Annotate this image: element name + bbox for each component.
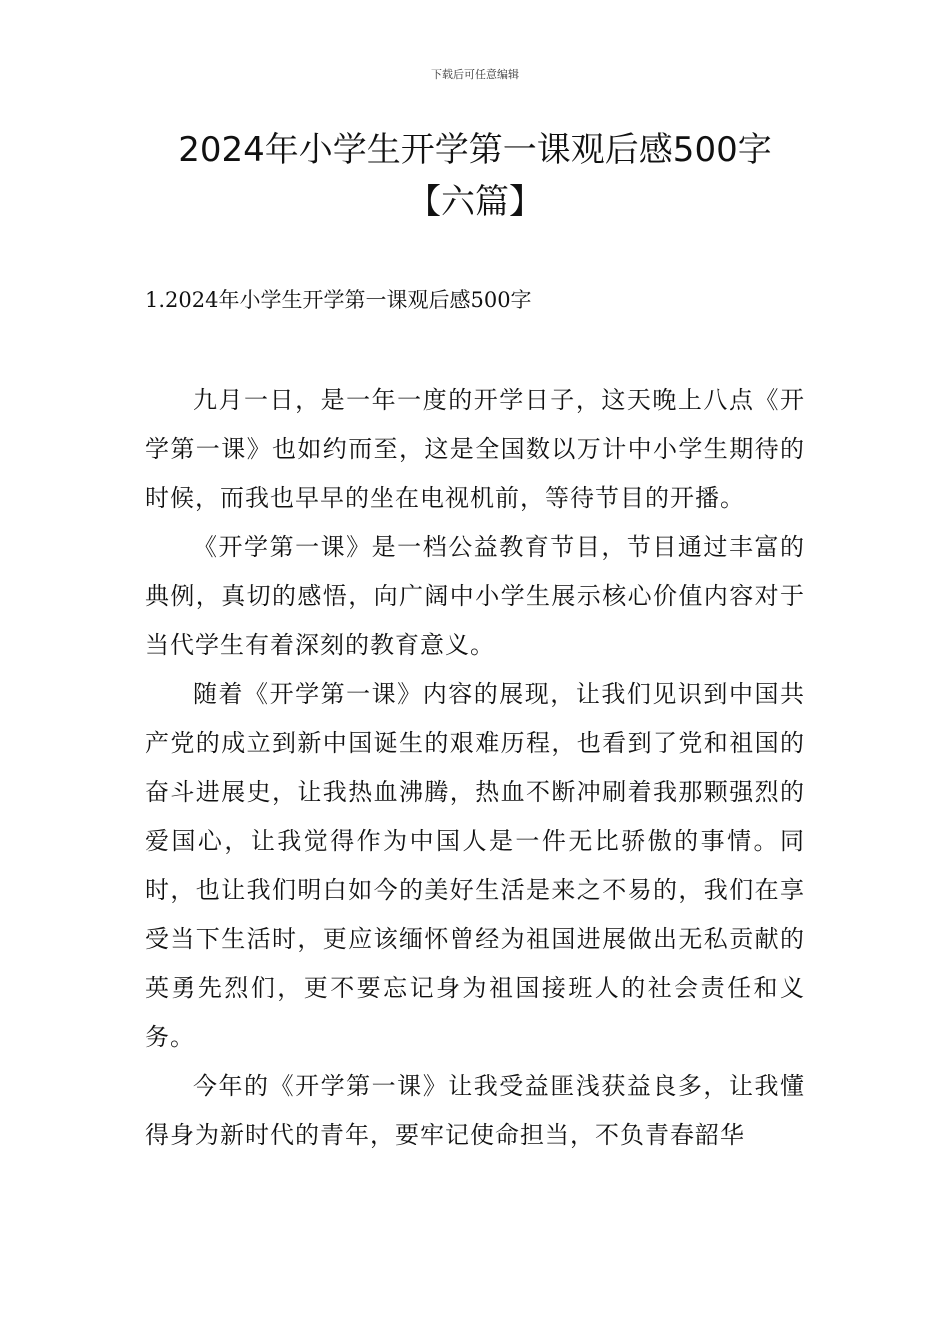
document-body <box>145 376 805 1160</box>
document-title-line-1: 2024年小学生开学第一课观后感500字 <box>178 130 772 170</box>
paragraph-1: 九月一日，是一年一度的开学日子，这天晚上八点《开学第一课》也如约而至，这是全国数以万计中小学生期待的时候，而我也早早的坐在电视机前，等待节目的开播。 <box>145 386 805 512</box>
paragraph-4: 今年的《开学第一课》让我受益匪浅获益良多，让我懂得身为新时代的青年，要牢记使命担当，不负青春韶华 <box>145 1072 805 1149</box>
paragraph-2: 《开学第一课》是一档公益教育节目，节目通过丰富的典例，真切的感悟，向广阔中小学生展示核心价值内容对于当代学生有着深刻的教育意义。 <box>145 533 805 659</box>
document-title <box>100 124 850 228</box>
section-heading: 1.2024年小学生开学第一课观后感500字 <box>145 288 532 312</box>
document-title-line-2: 【六篇】 <box>407 182 543 222</box>
page-header-note: 下载后可任意编辑 <box>431 68 519 81</box>
paragraph-3: 随着《开学第一课》内容的展现，让我们见识到中国共产党的成立到新中国诞生的艰难历程，也看到了党和祖国的奋斗进展史，让我热血沸腾，热血不断冲刷着我那颗强烈的爱国心，让我觉得作为中国人是一件无比骄傲的事情。同时，也让我们明白如今的美好生活是来之不易的，我们在享受当下生活时，更应该缅怀曾经为祖国进展做出无私贡献的英勇先烈们，更不要忘记身为祖国接班人的社会责任和义务。 <box>145 680 805 1051</box>
